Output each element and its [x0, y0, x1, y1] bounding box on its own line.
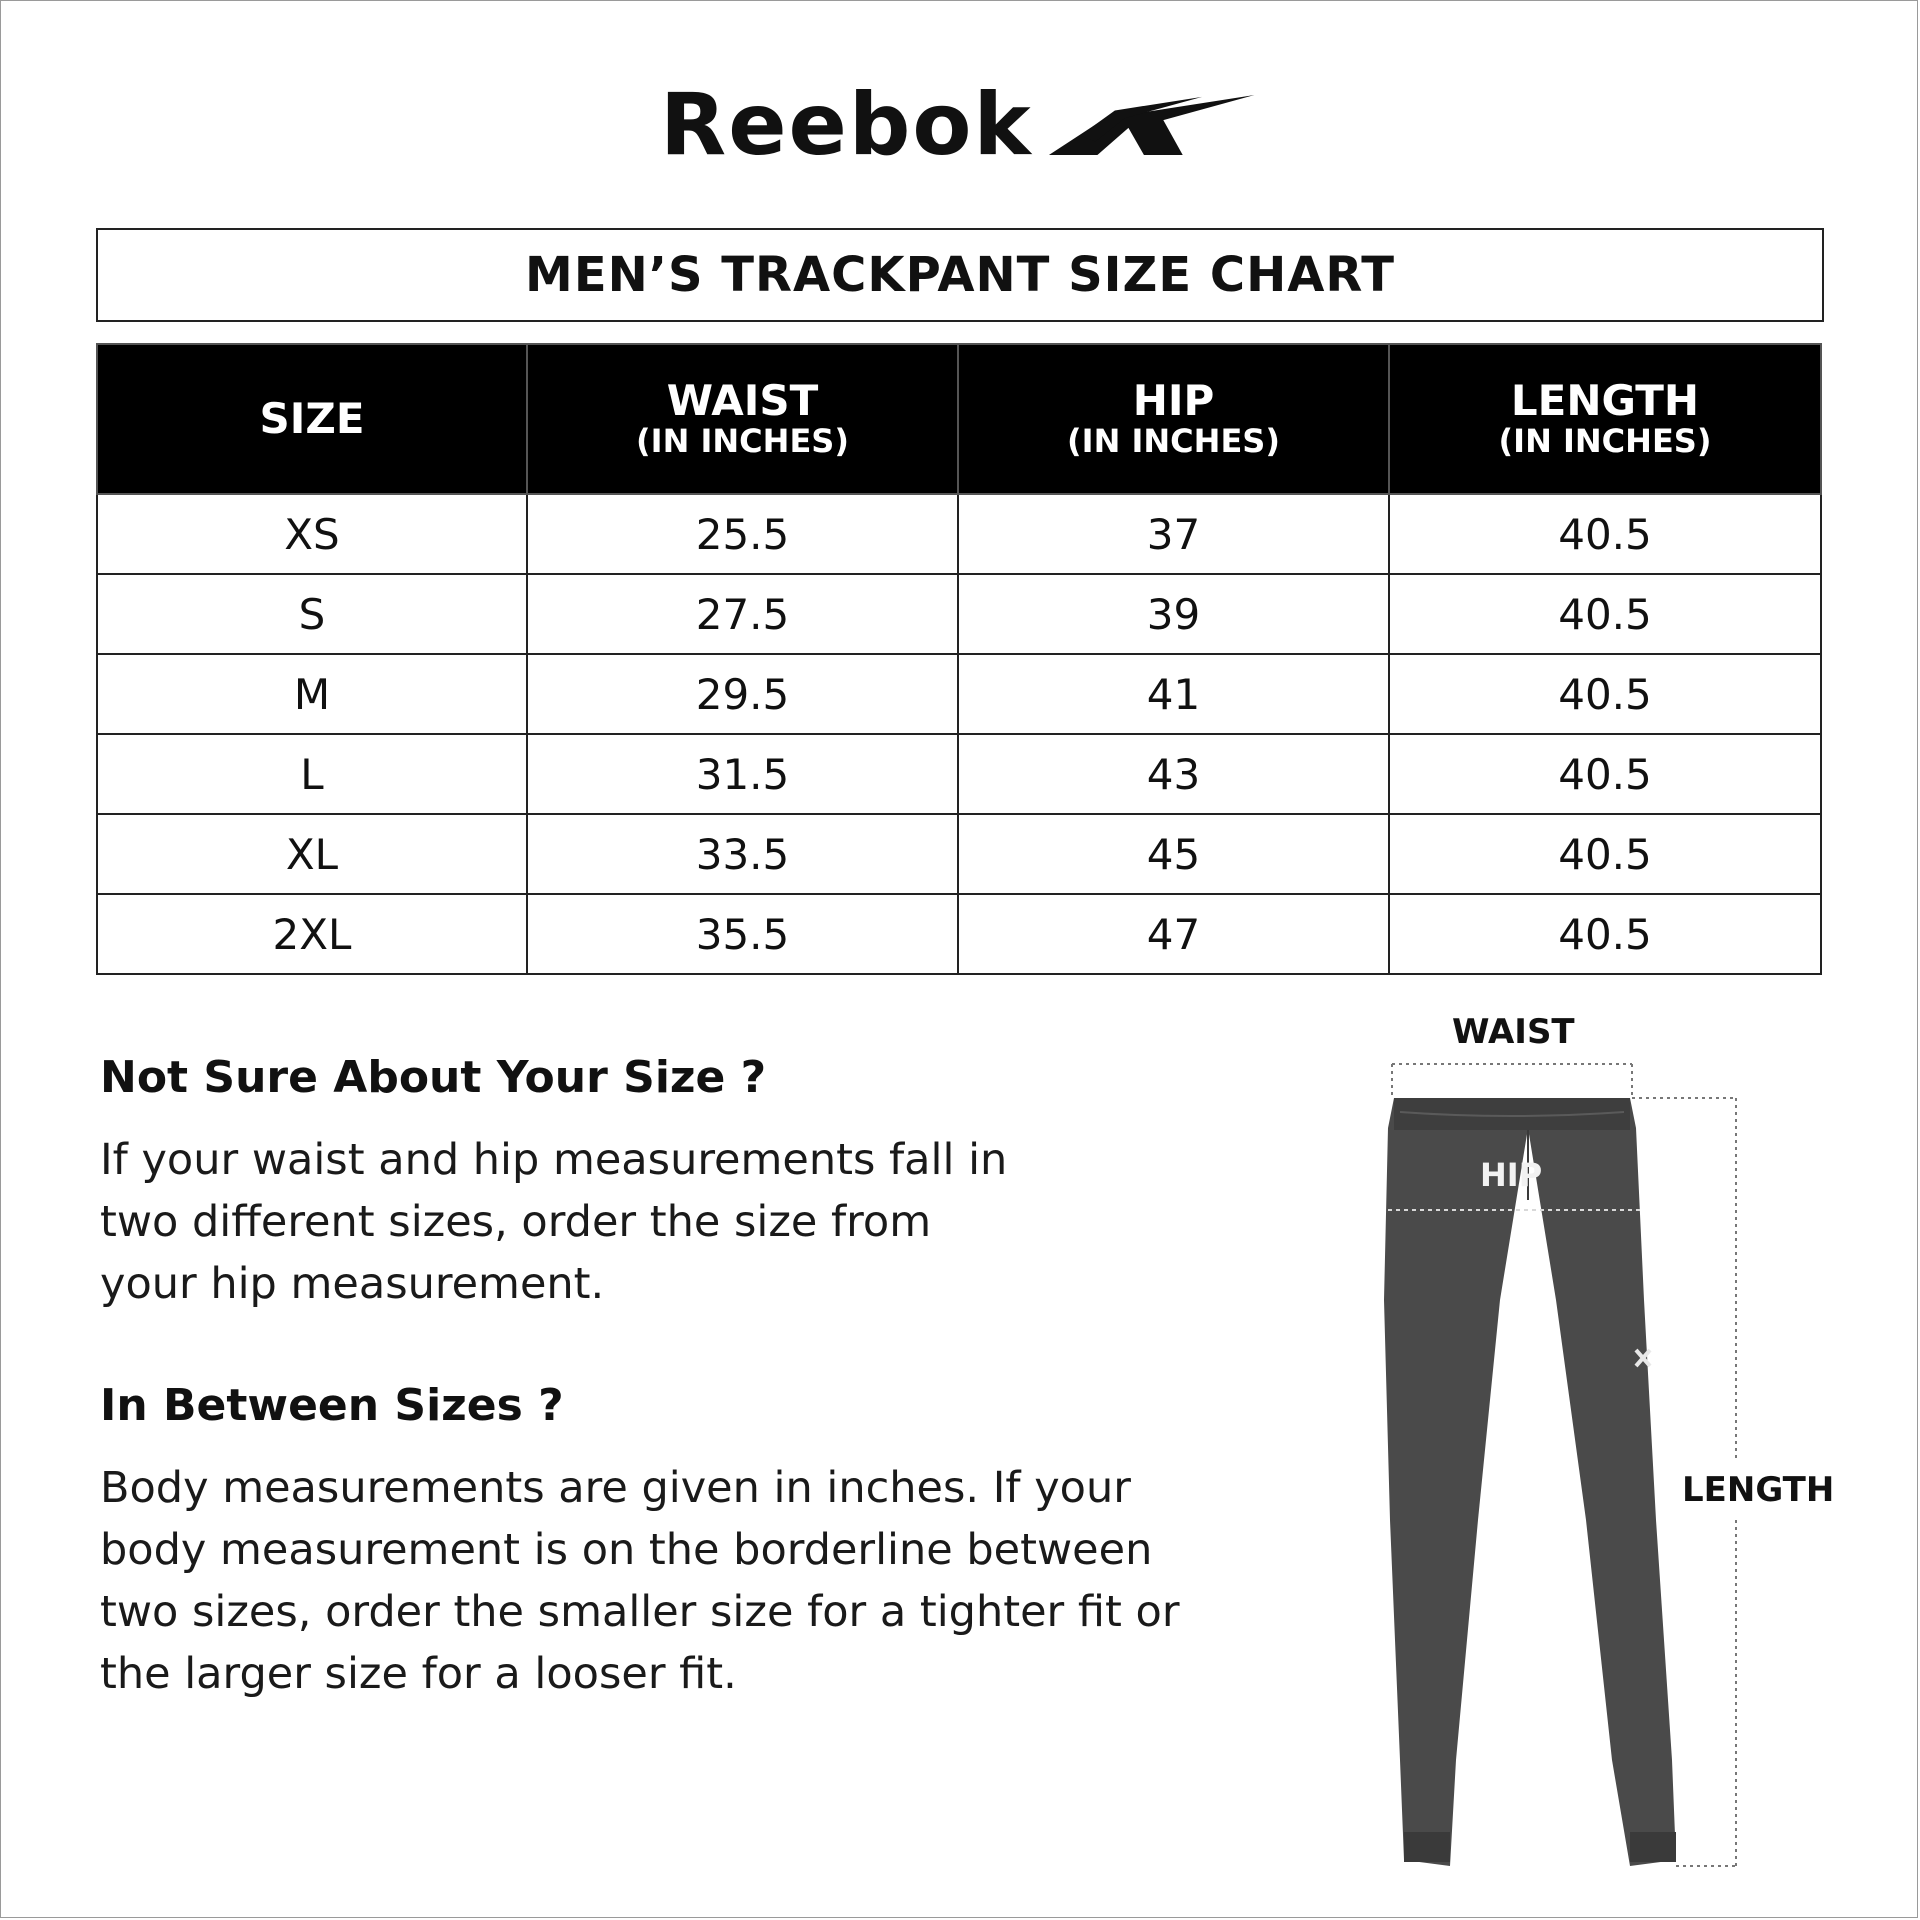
cell-waist: 31.5	[527, 734, 958, 814]
cell-length: 40.5	[1389, 734, 1821, 814]
reebok-vector-icon	[1047, 90, 1260, 160]
table-row	[97, 814, 1821, 894]
header-main: LENGTH	[1510, 375, 1700, 425]
cell-length: 40.5	[1389, 494, 1821, 574]
cell-waist: 33.5	[527, 814, 958, 894]
cell-hip: 37	[958, 494, 1389, 574]
help-line: two sizes, order the smaller size for a tighter fit or	[100, 1587, 1180, 1637]
header-sub: (IN INCHES)	[1498, 421, 1712, 460]
header-main: SIZE	[259, 393, 365, 443]
cell-hip: 47	[958, 894, 1389, 974]
pant-shape	[1384, 1098, 1676, 1866]
trackpant-diagram	[1360, 1000, 1900, 1900]
cell-length: 40.5	[1389, 574, 1821, 654]
size-table	[96, 343, 1822, 975]
help-heading: Not Sure About Your Size ?	[100, 1052, 767, 1103]
cell-length: 40.5	[1389, 894, 1821, 974]
table-row	[97, 654, 1821, 734]
cell-size: L	[97, 734, 527, 814]
cell-waist: 35.5	[527, 894, 958, 974]
header-sub: (IN INCHES)	[636, 421, 849, 460]
chart-title: MEN’S TRACKPANT SIZE CHART	[525, 247, 1395, 303]
cell-length: 40.5	[1389, 654, 1821, 734]
cell-hip: 43	[958, 734, 1389, 814]
table-row	[97, 894, 1821, 974]
help-in-between	[100, 1380, 1240, 1705]
cell-size: M	[97, 654, 527, 734]
cell-waist: 29.5	[527, 654, 958, 734]
table-row	[97, 574, 1821, 654]
help-line: two different sizes, order the size from	[100, 1197, 932, 1247]
hip-label: HIP	[1480, 1156, 1543, 1194]
help-heading: In Between Sizes ?	[100, 1380, 564, 1431]
length-label: LENGTH	[1682, 1470, 1835, 1510]
cell-hip: 39	[958, 574, 1389, 654]
header-size	[97, 344, 527, 494]
cell-size: S	[97, 574, 527, 654]
table-row	[97, 734, 1821, 814]
header-main: HIP	[1132, 375, 1215, 425]
brand-wordmark: Reebok	[660, 75, 1033, 175]
header-hip	[958, 344, 1389, 494]
help-line: the larger size for a looser fit.	[100, 1649, 737, 1699]
header-sub: (IN INCHES)	[1067, 421, 1280, 460]
brand-logo	[660, 75, 1260, 175]
cell-size: XS	[97, 494, 527, 574]
help-line: your hip measurement.	[100, 1259, 605, 1309]
waist-label: WAIST	[1452, 1012, 1575, 1052]
cell-size: 2XL	[97, 894, 527, 974]
header-waist	[527, 344, 958, 494]
table-header-row	[97, 344, 1821, 494]
cell-size: XL	[97, 814, 527, 894]
help-line: If your waist and hip measurements fall in	[100, 1135, 1008, 1185]
cell-length: 40.5	[1389, 814, 1821, 894]
trackpant-illustration	[1360, 1000, 1900, 1900]
cell-waist: 25.5	[527, 494, 958, 574]
header-main: WAIST	[666, 375, 819, 425]
chart-title-box	[96, 228, 1824, 322]
header-length	[1389, 344, 1821, 494]
table-row	[97, 494, 1821, 574]
help-line: body measurement is on the borderline between	[100, 1525, 1153, 1575]
help-line: Body measurements are given in inches. If your	[100, 1463, 1131, 1513]
cell-waist: 27.5	[527, 574, 958, 654]
help-not-sure	[100, 1052, 1240, 1315]
cell-hip: 45	[958, 814, 1389, 894]
cell-hip: 41	[958, 654, 1389, 734]
